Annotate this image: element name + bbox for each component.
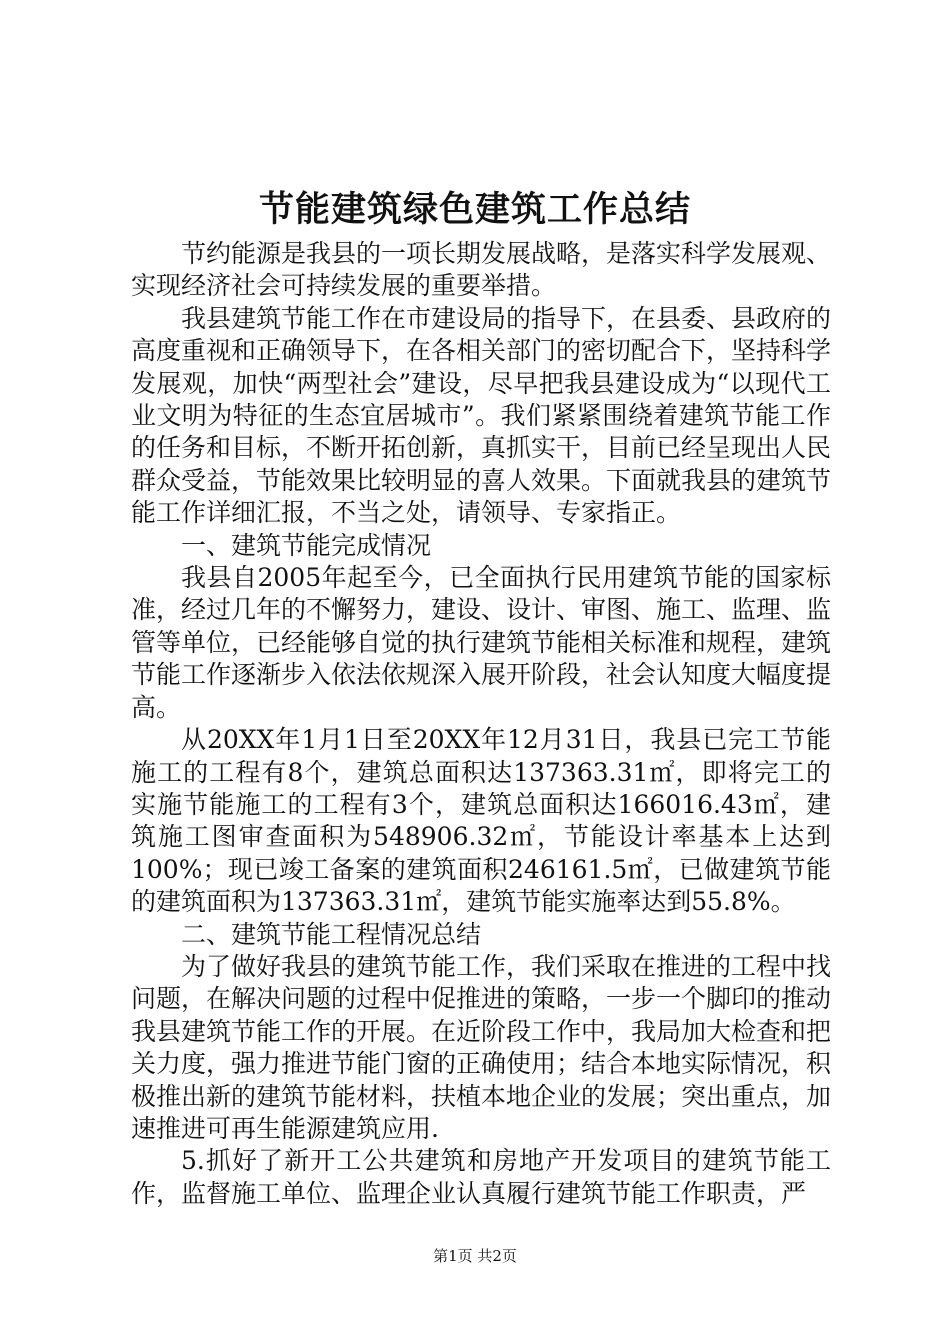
section-heading-2: 二、建筑节能工程情况总结 (181, 919, 482, 949)
paragraph-intro: 节约能源是我县的一项长期发展战略，是落实科学发展观、实现经济社会可持续发展的重要举措。 (131, 239, 832, 301)
document-body (131, 238, 831, 1210)
paragraph-statistics: 从20XX年1月1日至20XX年12月31日，我县已完工节能施工的工程有8个，建筑总面积达137363.31㎡，即将完工的实施节能施工的工程有3个，建筑总面积达166016.43㎡，建筑施工图审查面积为548906.32㎡，节能设计率基本上达到100%；现已竣工备案的建筑面积246161.5㎡，已做建筑节能的建筑面积为137363.31㎡，建筑节能实施率达到55.8%。 (131, 725, 831, 917)
paragraph-overview: 我县建筑节能工作在市建设局的指导下，在县委、县政府的高度重视和正确领导下，在各相关部门的密切配合下，坚持科学发展观，加快“两型社会”建设，尽早把我县建设成为“以现代工业文明为特征的生态宜居城市”。我们紧紧围绕着建筑节能工作的任务和目标，不断开拓创新，真抓实干，目前已经呈现出人民群众受益，节能效果比较明显的喜人效果。下面就我县的建筑节能工作详细汇报，不当之处，请领导、专家指正。 (131, 303, 832, 528)
section-heading-1: 一、建筑节能完成情况 (181, 530, 432, 560)
document-title: 节能建筑绿色建筑工作总结 (258, 189, 691, 230)
paragraph-item-5: 5.抓好了新开工公共建筑和房地产开发项目的建筑节能工作，监督施工单位、监理企业认真履行建筑节能工作职责，严 (131, 1146, 831, 1208)
page-number-footer: 第1页 共2页 (433, 1247, 517, 1265)
paragraph-strategy: 为了做好我县的建筑节能工作，我们采取在推进的工程中找问题，在解决问题的过程中促推进的策略，一步一个脚印的推动我县建筑节能工作的开展。在近阶段工作中，我局加大检查和把关力度，强力推进节能门窗的正确使用；结合本地实际情况，积极推出新的建筑节能材料，扶植本地企业的发展；突出重点，加速推进可再生能源建筑应用. (131, 951, 832, 1143)
paragraph-standards: 我县自2005年起至今，已全面执行民用建筑节能的国家标准，经过几年的不懈努力，建设、设计、审图、施工、监理、监管等单位，已经能够自觉的执行建筑节能相关标准和规程，建筑节能工作逐渐步入依法依规深入展开阶段，社会认知度大幅度提高。 (131, 563, 832, 722)
